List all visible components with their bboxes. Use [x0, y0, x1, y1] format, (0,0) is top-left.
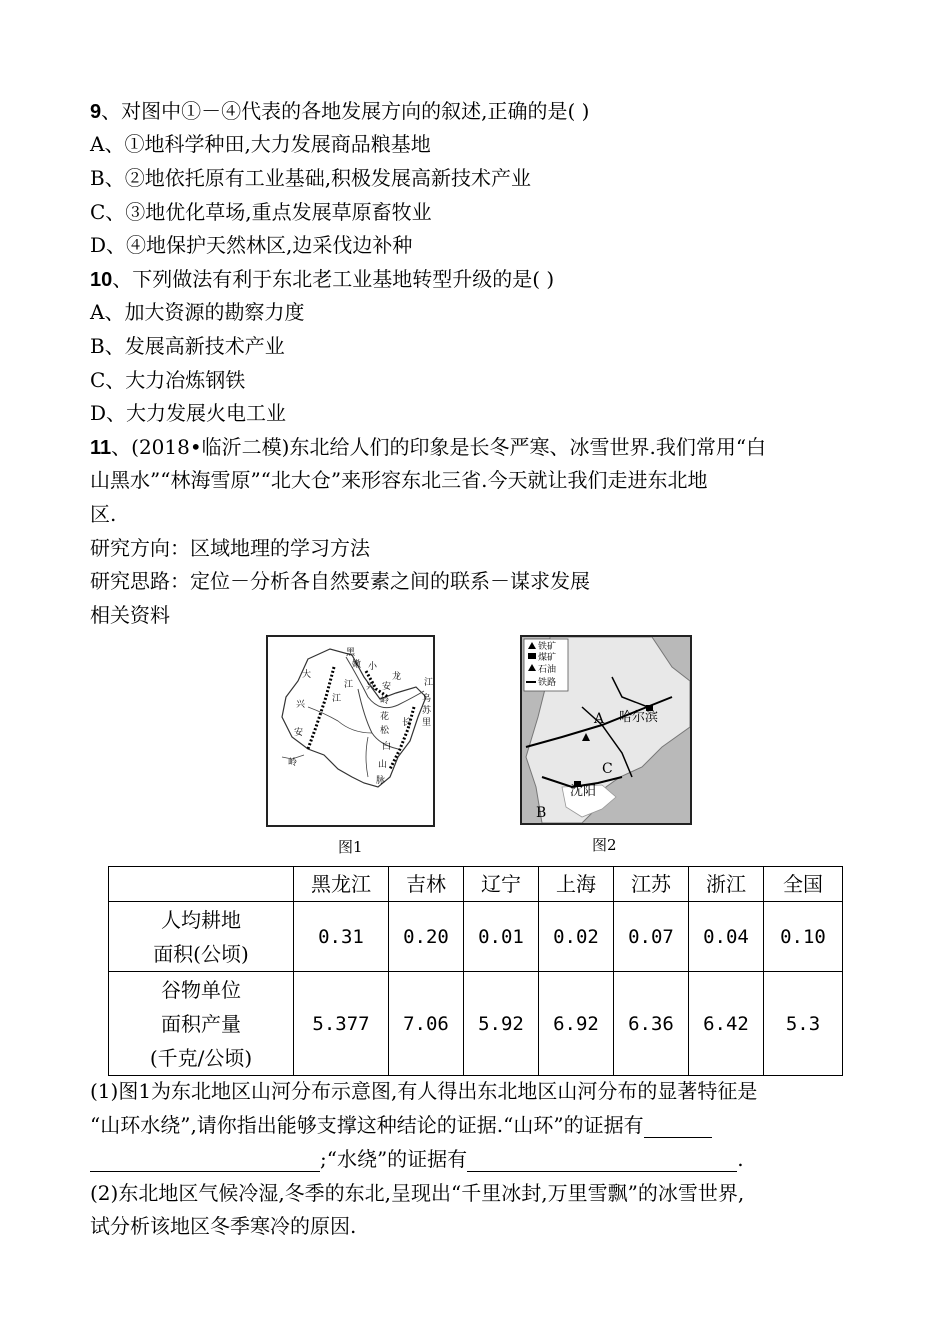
table-row — [109, 902, 843, 972]
sub1-line3: ;“水绕”的证据有 . — [90, 1146, 744, 1172]
table-cell: 0.04 — [689, 902, 764, 972]
fig1-label: 小 — [368, 662, 378, 672]
q9-number: 9 — [90, 101, 102, 123]
sub2-line2: 试分析该地区冬季寒冷的原因. — [90, 1214, 357, 1238]
q9-option-a: A、①地科学种田,大力发展商品粮基地 — [90, 132, 431, 156]
table-col-header: 上海 — [539, 867, 614, 902]
q10-option-a: A、加大资源的勘察力度 — [90, 300, 305, 324]
q10-option-d: D、大力发展火电工业 — [90, 401, 287, 425]
point-c: C — [602, 761, 613, 777]
sub2-line1: (2)东北地区气候冷湿,冬季的东北,呈现出“千里冰封,万里雪飘”的冰雪世界, — [90, 1181, 745, 1205]
table-cell: 0.20 — [389, 902, 464, 972]
q11-stem-line2: 山黑水”“林海雪原”“北大仓”来形容东北三省.今天就让我们走进东北地 — [90, 468, 708, 492]
figure-2-caption: 图2 — [592, 836, 617, 854]
table-col-header: 全国 — [764, 867, 843, 902]
sub1-line1: (1)图1为东北地区山河分布示意图,有人得出东北地区山河分布的显著特征是 — [90, 1079, 758, 1103]
fig1-label: 白 — [382, 742, 392, 752]
sub1-line2: “山环水绕”,请你指出能够支撑这种结论的证据.“山环”的证据有 — [90, 1112, 712, 1138]
q10-option-b: B、发展高新技术产业 — [90, 334, 285, 358]
table-col-header: 吉林 — [389, 867, 464, 902]
answer-blank-mountains-cont[interactable] — [90, 1149, 320, 1172]
table-col-header: 浙江 — [689, 867, 764, 902]
city-shenyang: 沈阳 — [570, 784, 597, 799]
table-cell: 0.01 — [464, 902, 539, 972]
table-row-label: 谷物单位 面积产量 (千克/公顷) — [109, 972, 294, 1076]
fig1-label: 岭 — [380, 696, 390, 706]
q11-approach: 研究思路：定位－分析各自然要素之间的联系－谋求发展 — [90, 569, 590, 593]
fig2-legend-label: 石油 — [538, 665, 557, 675]
fig1-label: 大 — [302, 670, 312, 680]
q10-number: 10 — [90, 269, 113, 291]
q11-stem-line1: 11、(2018•临沂二模)东北给人们的印象是长冬严寒、冰雪世界.我们常用“白 — [90, 435, 767, 459]
table-cell: 5.377 — [294, 972, 389, 1076]
table-col-header: 黑龙江 — [294, 867, 389, 902]
coal-mine-icon — [528, 653, 536, 659]
answer-blank-mountains[interactable] — [644, 1115, 712, 1138]
fig2-legend-label: 煤矿 — [538, 653, 557, 663]
q11-number: 11 — [90, 437, 112, 459]
table-col-header: 江苏 — [614, 867, 689, 902]
fig1-label: 脉 — [376, 776, 386, 786]
table-col-header: 辽宁 — [464, 867, 539, 902]
table-cell: 0.02 — [539, 902, 614, 972]
fig1-label: 龙 — [392, 672, 402, 682]
point-b: B — [536, 805, 547, 821]
fig1-label: 江 — [344, 680, 354, 690]
fig1-label: 里 — [422, 718, 432, 728]
fig1-label: 兴 — [296, 700, 306, 710]
fig1-label: 安 — [382, 682, 392, 692]
figure-1-caption: 图1 — [338, 838, 363, 856]
table-corner — [109, 867, 294, 902]
figure-2-svg — [522, 637, 690, 823]
table-cell: 0.07 — [614, 902, 689, 972]
answer-blank-rivers[interactable] — [467, 1149, 737, 1172]
table-cell: 5.92 — [464, 972, 539, 1076]
fig1-label: 松 — [380, 726, 390, 736]
table-cell: 6.92 — [539, 972, 614, 1076]
q11-stem-line3: 区. — [90, 502, 117, 526]
q9-option-c: C、③地优化草场,重点发展草原畜牧业 — [90, 200, 432, 224]
q9-stem: 9、对图中①－④代表的各地发展方向的叙述,正确的是( ) — [90, 99, 590, 123]
fig1-label: 岭 — [288, 758, 298, 768]
table-cell: 6.42 — [689, 972, 764, 1076]
fig1-label: 兴 — [366, 682, 376, 692]
q10-option-c: C、大力冶炼钢铁 — [90, 368, 246, 392]
fig2-legend-label: 铁路 — [538, 678, 557, 688]
fig1-label: 花 — [380, 712, 390, 722]
fig1-label: 山 — [378, 760, 388, 770]
q9-option-d: D、④地保护天然林区,边采伐边补种 — [90, 233, 413, 257]
fig1-label: 安 — [294, 728, 304, 738]
table-cell: 0.10 — [764, 902, 843, 972]
q11-direction: 研究方向：区域地理的学习方法 — [90, 536, 370, 560]
table-header-row — [109, 867, 843, 902]
fig1-label: 江 — [424, 678, 433, 688]
q9-option-b: B、②地依托原有工业基础,积极发展高新技术产业 — [90, 166, 532, 190]
fig2-legend-label: 铁矿 — [538, 642, 557, 652]
fig1-label: 嫩 — [352, 660, 362, 670]
fig1-label: 长 — [402, 718, 412, 728]
table-row-label: 人均耕地 面积(公顷) — [109, 902, 294, 972]
data-table — [108, 866, 843, 1076]
city-harbin: 哈尔滨 — [619, 710, 659, 725]
table-cell: 6.36 — [614, 972, 689, 1076]
table-row — [109, 972, 843, 1076]
figure-2-map — [520, 635, 692, 825]
fig1-label: 苏 — [422, 706, 432, 716]
table-cell: 0.31 — [294, 902, 389, 972]
q10-stem: 10、下列做法有利于东北老工业基地转型升级的是( ) — [90, 267, 555, 291]
fig1-label: 乌 — [422, 694, 432, 704]
point-a: A — [594, 711, 605, 727]
figure-1-map — [266, 635, 435, 827]
fig1-label: 黑 — [346, 648, 356, 658]
fig1-label: 江 — [332, 694, 342, 704]
figure-1-svg — [268, 637, 433, 825]
q11-materials: 相关资料 — [90, 603, 170, 627]
table-cell: 5.3 — [764, 972, 843, 1076]
table-cell: 7.06 — [389, 972, 464, 1076]
